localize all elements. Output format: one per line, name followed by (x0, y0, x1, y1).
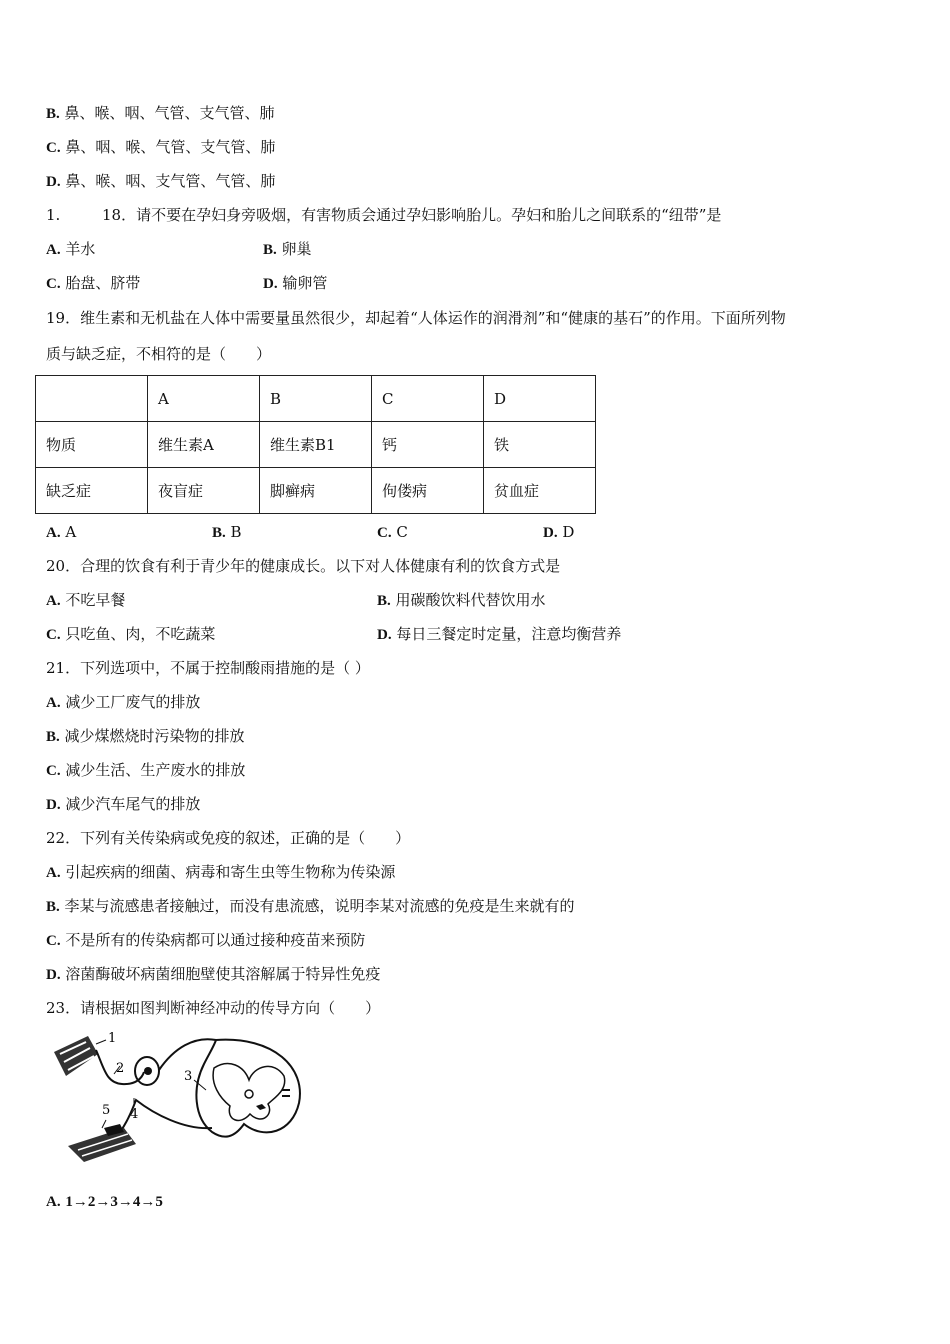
q17-option-b: B. 鼻、喉、咽、气管、支气管、肺 (46, 104, 275, 122)
table-cell: D (484, 376, 596, 422)
q21-option-c: C. 减少生活、生产废水的排放 (46, 761, 246, 779)
spinal-cord-icon (196, 1040, 300, 1137)
table-cell: 贫血症 (484, 468, 596, 514)
table-row (36, 422, 596, 468)
q19-option-d: D. D (543, 523, 575, 541)
table-cell: 物质 (36, 422, 148, 468)
reflex-arc-diagram (44, 1028, 314, 1173)
q19-stem-line1: 19．维生素和无机盐在人体中需要量虽然很少，却起着“人体运作的润滑剂”和“健康的基石”的作用。下面所列物 (46, 309, 786, 327)
effector-muscle-icon (68, 1124, 136, 1162)
table-cell: 维生素A (148, 422, 260, 468)
table-cell: 缺乏症 (36, 468, 148, 514)
table-cell: B (260, 376, 372, 422)
q19-option-a: A. A (46, 523, 77, 541)
q21-option-d: D. 减少汽车尾气的排放 (46, 795, 201, 813)
q22-option-b: B. 李某与流感患者接触过，而没有患流感，说明李某对流感的免疫是生来就有的 (46, 897, 575, 915)
table-cell: 佝偻病 (372, 468, 484, 514)
diagram-label-2: 2 (116, 1061, 125, 1076)
receptor-skin-icon (54, 1036, 98, 1076)
q22-option-c: C. 不是所有的传染病都可以通过接种疫苗来预防 (46, 931, 366, 949)
q18-list-number: 1. (46, 206, 61, 224)
diagram-label-4: 4 (130, 1107, 139, 1122)
q20-stem: 20．合理的饮食有利于青少年的健康成长。以下对人体健康有利的饮食方式是 (46, 557, 561, 575)
table-cell: A (148, 376, 260, 422)
q19-table (35, 375, 596, 514)
q20-option-d: D. 每日三餐定时定量，注意均衡营养 (377, 625, 622, 643)
q18-option-d: D. 输卵管 (263, 274, 328, 292)
q20-option-b: B. 用碳酸饮料代替饮用水 (377, 591, 546, 609)
q17-option-d: D. 鼻、喉、咽、支气管、气管、肺 (46, 172, 276, 190)
q17-option-c: C. 鼻、咽、喉、气管、支气管、肺 (46, 138, 276, 156)
table-row (36, 468, 596, 514)
q22-option-a: A. 引起疾病的细菌、病毒和寄生虫等生物称为传染源 (46, 863, 396, 881)
q19-option-b: B. B (212, 523, 242, 541)
q23-stem: 23．请根据如图判断神经冲动的传导方向（ ） (46, 999, 381, 1017)
q18-stem: 1. 18．请不要在孕妇身旁吸烟，有害物质会通过孕妇影响胎儿。孕妇和胎儿之间联系的“纽带”是 (46, 206, 722, 224)
table-cell: 铁 (484, 422, 596, 468)
q21-option-b: B. 减少煤燃烧时污染物的排放 (46, 727, 245, 745)
table-cell: 夜盲症 (148, 468, 260, 514)
q18-option-c: C. 胎盘、脐带 (46, 274, 141, 292)
q19-stem-line2: 质与缺乏症，不相符的是（ ） (46, 345, 272, 363)
q20-option-c: C. 只吃鱼、肉，不吃蔬菜 (46, 625, 216, 643)
table-cell: C (372, 376, 484, 422)
q22-stem: 22．下列有关传染病或免疫的叙述，正确的是（ ） (46, 829, 411, 847)
diagram-label-1: 1 (108, 1031, 117, 1046)
q20-option-a: A. 不吃早餐 (46, 591, 126, 609)
table-cell: 脚癣病 (260, 468, 372, 514)
q18-option-a: A. 羊水 (46, 240, 96, 258)
table-cell: 钙 (372, 422, 484, 468)
q19-option-c: C. C (377, 523, 408, 541)
table-cell: 维生素B1 (260, 422, 372, 468)
q21-stem: 21．下列选项中，不属于控制酸雨措施的是（ ） (46, 659, 370, 677)
table-cell (36, 376, 148, 422)
q23-option-a: A. 1→2→3→4→5 (46, 1194, 163, 1210)
q22-option-d: D. 溶菌酶破坏病菌细胞壁使其溶解属于特异性免疫 (46, 965, 381, 983)
diagram-label-5: 5 (102, 1103, 111, 1118)
diagram-label-3: 3 (184, 1069, 193, 1084)
table-row (36, 376, 596, 422)
q21-option-a: A. 减少工厂废气的排放 (46, 693, 201, 711)
q18-option-b: B. 卵巢 (263, 240, 312, 258)
